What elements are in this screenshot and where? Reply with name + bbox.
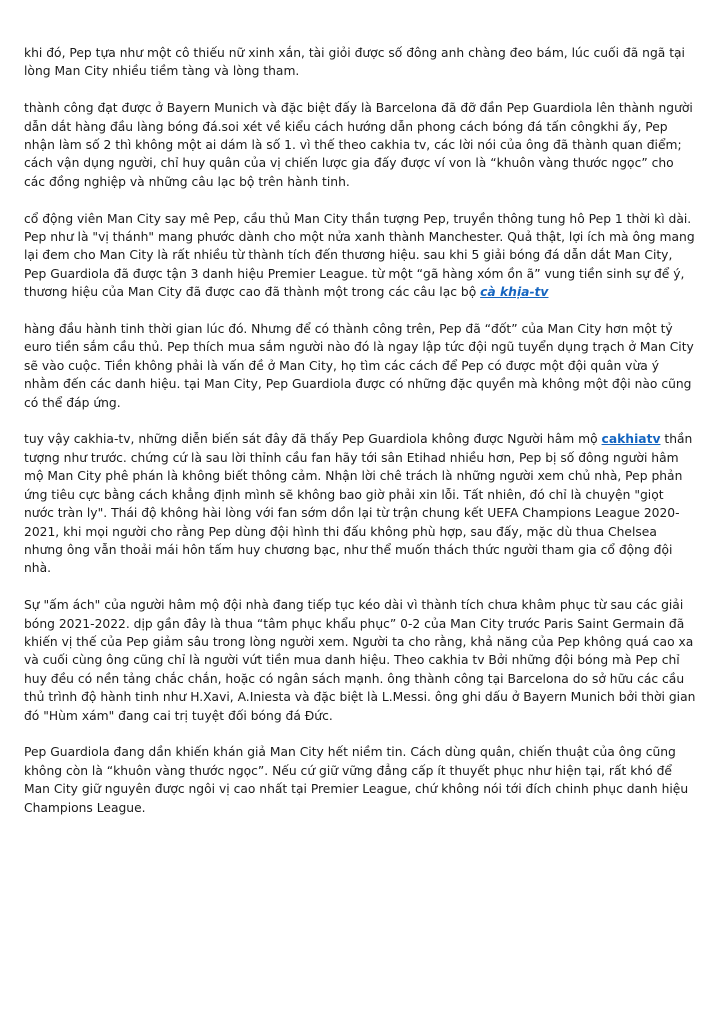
paragraph-5 [24,430,696,577]
paragraph-1: khi đó, Pep tựa như một cô thiếu nữ xinh xắn, tài giỏi được số đông anh chàng đeo bám, lúc cuối đã ngã tại lòng Man City nhiều tiềm tàng và lòng tham. [24,46,685,79]
document-page [24,44,696,835]
paragraph-3 [24,210,696,302]
paragraph-5-text-before: tuy vậy cakhia-tv, những diễn biến sát đây đã thấy Pep Guardiola không được Người hâm mộ [24,432,602,447]
paragraph-2: thành công đạt được ở Bayern Munich và đặc biệt đấy là Barcelona đã đỡ đần Pep Guardiola lên thành người dẫn dắt hàng đầu làng bóng đá.soi xét về kiểu cách hướng dẫn phong cách bóng đá tấn côngkhi ấy, Pep nhận làm số 2 thì không một ai dám là số 1. vì thế theo cakhia tv, các lời nói của ông đã thành quan điểm; cách vận dụng người, chỉ huy quân của vị chiến lược gia đấy được ví von là “khuôn vàng thước ngọc” cho các đồng nghiệp và những câu lạc bộ trên hành tinh. [24,101,693,189]
paragraph-7: Pep Guardiola đang dần khiến khán giả Man City hết niềm tin. Cách dùng quân, chiến thuật của ông cũng không còn là “khuôn vàng thước ngọc”. Nếu cứ giữ vững đẳng cấp ít thuyết phục như hiện tại, rất khó để Man City giữ nguyên được ngôi vị cao nhất tại Premier League, chứ không nói tới đích chinh phục danh hiệu Champions League. [24,745,689,815]
paragraph-6: Sự "ấm ách" của người hâm mộ đội nhà đang tiếp tục kéo dài vì thành tích chưa khâm phục từ sau các giải bóng 2021-2022. dịp gần đây là thua “tâm phục khẩu phục” 0-2 của Man City trước Paris Saint Germain đã khiến vị thế của Pep giảm sâu trong lòng người xem. Người ta cho rằng, khả năng của Pep không quá cao xa và cuối cùng ông cũng chỉ là người vứt tiền mua danh hiệu. Theo cakhia tv Bởi những đội bóng mà Pep chỉ huy đều có nền tảng chắc chắn, hoặc có ngân sách mạnh. ông thành công tại Barcelona do sở hữu các cầu thủ trình độ hành tinh như H.Xavi, A.Iniesta và đặc biệt là L.Messi. ông ghi dấu ở Bayern Munich bởi thời gian đó "Hùm xám" đang cai trị tuyệt đối bóng đá Đức. [24,598,696,723]
paragraph-3-text: cổ động viên Man City say mê Pep, cầu thủ Man City thần tượng Pep, truyền thông tung hô Pep 1 thời kì dài. Pep như là "vị thánh" mang phước dành cho một nửa xanh thành Manchester. Quả thật, lợi ích mà ông mang lại đem cho Man City là rất nhiều từ thành tích đến thương hiệu. sau khi 5 giải bóng đá dẫn dắt Man City, Pep Guardiola đã được tận 3 danh hiệu Premier League. từ một “gã hàng xóm ồn ã” vung tiền sinh sự để ý, thương hiệu của Man City đã được cao đã thành một trong các câu lạc bộ [24,211,695,300]
paragraph-4: hàng đầu hành tinh thời gian lúc đó. Nhưng để có thành công trên, Pep đã “đốt” của Man City hơn một tỷ euro tiền sắm cầu thủ. Pep thích mua sắm người nào đó là ngay lập tức đội ngũ tuyển dụng trạch ở Man City sẽ vào cuộc. Tiền không phải là vấn đề ở Man City, họ tìm các cách để Pep có được một đội quân vừa ý nhằm đến các danh hiệu. tại Man City, Pep Guardiola được có những đặc quyền mà không một đội nào cũng có thể đáp ứng. [24,322,694,410]
cakhiatv-link[interactable]: cakhiatv [601,432,661,447]
paragraph-5-text-after: thần tượng như trước. chứng cứ là sau lời thỉnh cầu fan hãy tới sân Etihad nhiều hơn, Pep bị số đông người hâm mộ Man City phê phán là không biết thông cảm. Nhận lời chê trách là những người xem chủ nhà, Pep phản ứng tiêu cực bằng cách khẳng định mình sẽ không bao giờ phải xin lỗi. Tất nhiên, đó chỉ là chuyện "giọt nước tràn ly". Thái độ không hài lòng với fan sớm dồn lại từ trận chung kết UEFA Champions League 2020-2021, khi mọi người cho rằng Pep dùng đội hình thi đấu không phù hợp, sau đấy, mặc dù thua Chelsea nhưng ông vẫn thoải mái hôn tấm huy chương bạc, như thể muốn thách thức người tham gia cổ động đội nhà. [24,432,693,576]
cakhia-tv-link[interactable]: cà khịa-tv [480,285,549,300]
